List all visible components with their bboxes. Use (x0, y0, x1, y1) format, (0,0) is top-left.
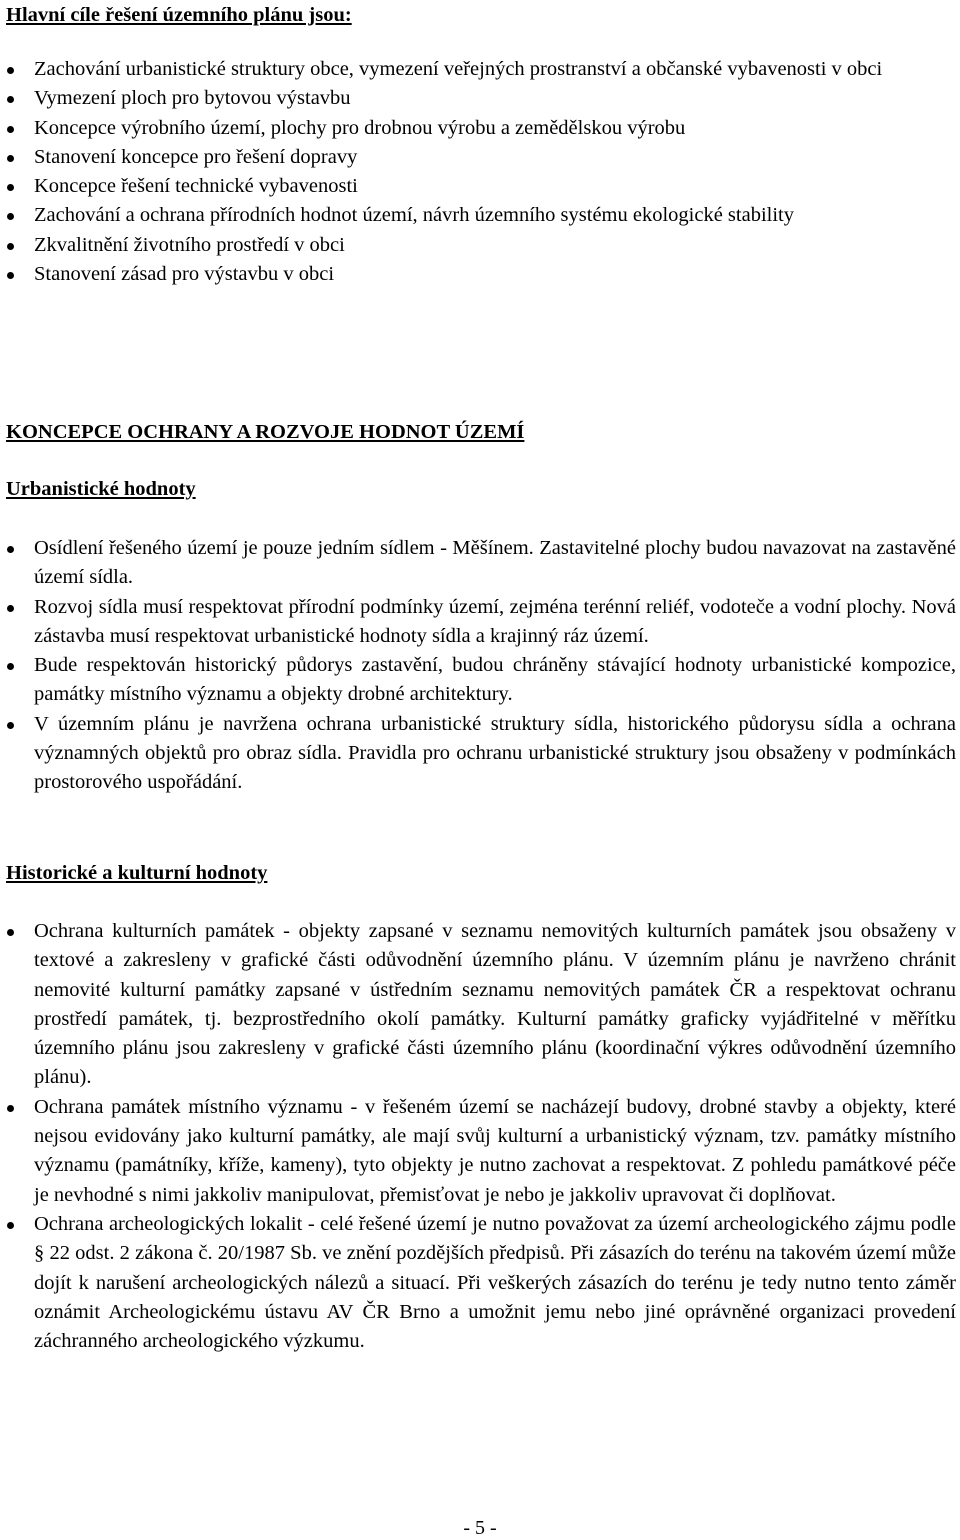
list-item: Vymezení ploch pro bytovou výstavbu (6, 84, 956, 113)
historic-values-list (6, 917, 956, 1356)
list-item: Zachování urbanistické struktury obce, vymezení veřejných prostranství a občanské vybavenosti v obci (6, 55, 956, 84)
list-item: Koncepce řešení technické vybavenosti (6, 172, 956, 201)
heading-main-goals: Hlavní cíle řešení územního plánu jsou: (6, 4, 352, 26)
list-item: Osídlení řešeného území je pouze jedním sídlem - Měšínem. Zastavitelné plochy budou navazovat na zastavěné území sídla. (6, 534, 956, 593)
heading-urban-values: Urbanistické hodnoty (6, 478, 196, 500)
list-item: Zkvalitnění životního prostředí v obci (6, 231, 956, 260)
urban-values-list (6, 534, 956, 798)
list-item: V územním plánu je navržena ochrana urbanistické struktury sídla, historického půdorysu sídla a ochrana významných objektů pro obraz sídla. Pravidla pro ochranu urbanistické struktury jsou obsaženy v podmínkách prostorového uspořádání. (6, 710, 956, 798)
list-item: Ochrana památek místního významu - v řešeném území se nacházejí budovy, drobné stavby a objekty, které nejsou evidovány jako kulturní památky, ale mají svůj kulturní a urbanistický význam, tzv. památky místního významu (památníky, kříže, kameny), tyto objekty je nutno zachovat a respektovat. Z pohledu památkové péče je nevhodné s nimi jakkoliv manipulovat, přemisťovat je nebo je jakkoliv upravovat či doplňovat. (6, 1093, 956, 1210)
heading-historic-values: Historické a kulturní hodnoty (6, 862, 268, 884)
list-item: Bude respektován historický půdorys zastavění, budou chráněny stávající hodnoty urbanistické kompozice, památky místního významu a objekty drobné architektury. (6, 651, 956, 710)
list-item: Stanovení koncepce pro řešení dopravy (6, 143, 956, 172)
list-item: Ochrana kulturních památek - objekty zapsané v seznamu nemovitých kulturních památek jsou obsaženy v textové a zakresleny v grafické části odůvodnění územního plánu. V územním plánu je navrženo chránit nemovité kulturní památky zapsané v ústředním seznamu nemovitých památek ČR a respektovat ochranu prostředí památek, tj. bezprostředního okolí památky. Kulturní památky graficky vyjádřitelné v měřítku územního plánu jsou zakresleny v grafické části územního plánu (koordinační výkres odůvodnění územního plánu). (6, 917, 956, 1093)
list-item: Ochrana archeologických lokalit - celé řešené území je nutno považovat za území archeologického zájmu podle § 22 odst. 2 zákona č. 20/1987 Sb. ve znění pozdějších předpisů. Při zásazích do terénu na takovém území může dojít k narušení archeologických nálezů a situací. Při veškerých zásazích do terénu je tedy nutno tento záměr oznámit Archeologickému ústavu AV ČR Brno a umožnit jemu nebo jiné oprávněné organizaci provedení záchranného archeologického výzkumu. (6, 1210, 956, 1356)
list-item: Zachování a ochrana přírodních hodnot území, návrh územního systému ekologické stability (6, 201, 956, 230)
page-number: - 5 - (463, 1517, 497, 1539)
heading-concept: KONCEPCE OCHRANY A ROZVOJE HODNOT ÚZEMÍ (6, 421, 525, 443)
list-item: Koncepce výrobního území, plochy pro drobnou výrobu a zemědělskou výrobu (6, 114, 956, 143)
goals-list (6, 55, 956, 289)
list-item: Stanovení zásad pro výstavbu v obci (6, 260, 956, 289)
list-item: Rozvoj sídla musí respektovat přírodní podmínky území, zejména terénní reliéf, vodoteče a vodní plochy. Nová zástavba musí respektovat urbanistické hodnoty sídla a krajinný ráz území. (6, 593, 956, 652)
